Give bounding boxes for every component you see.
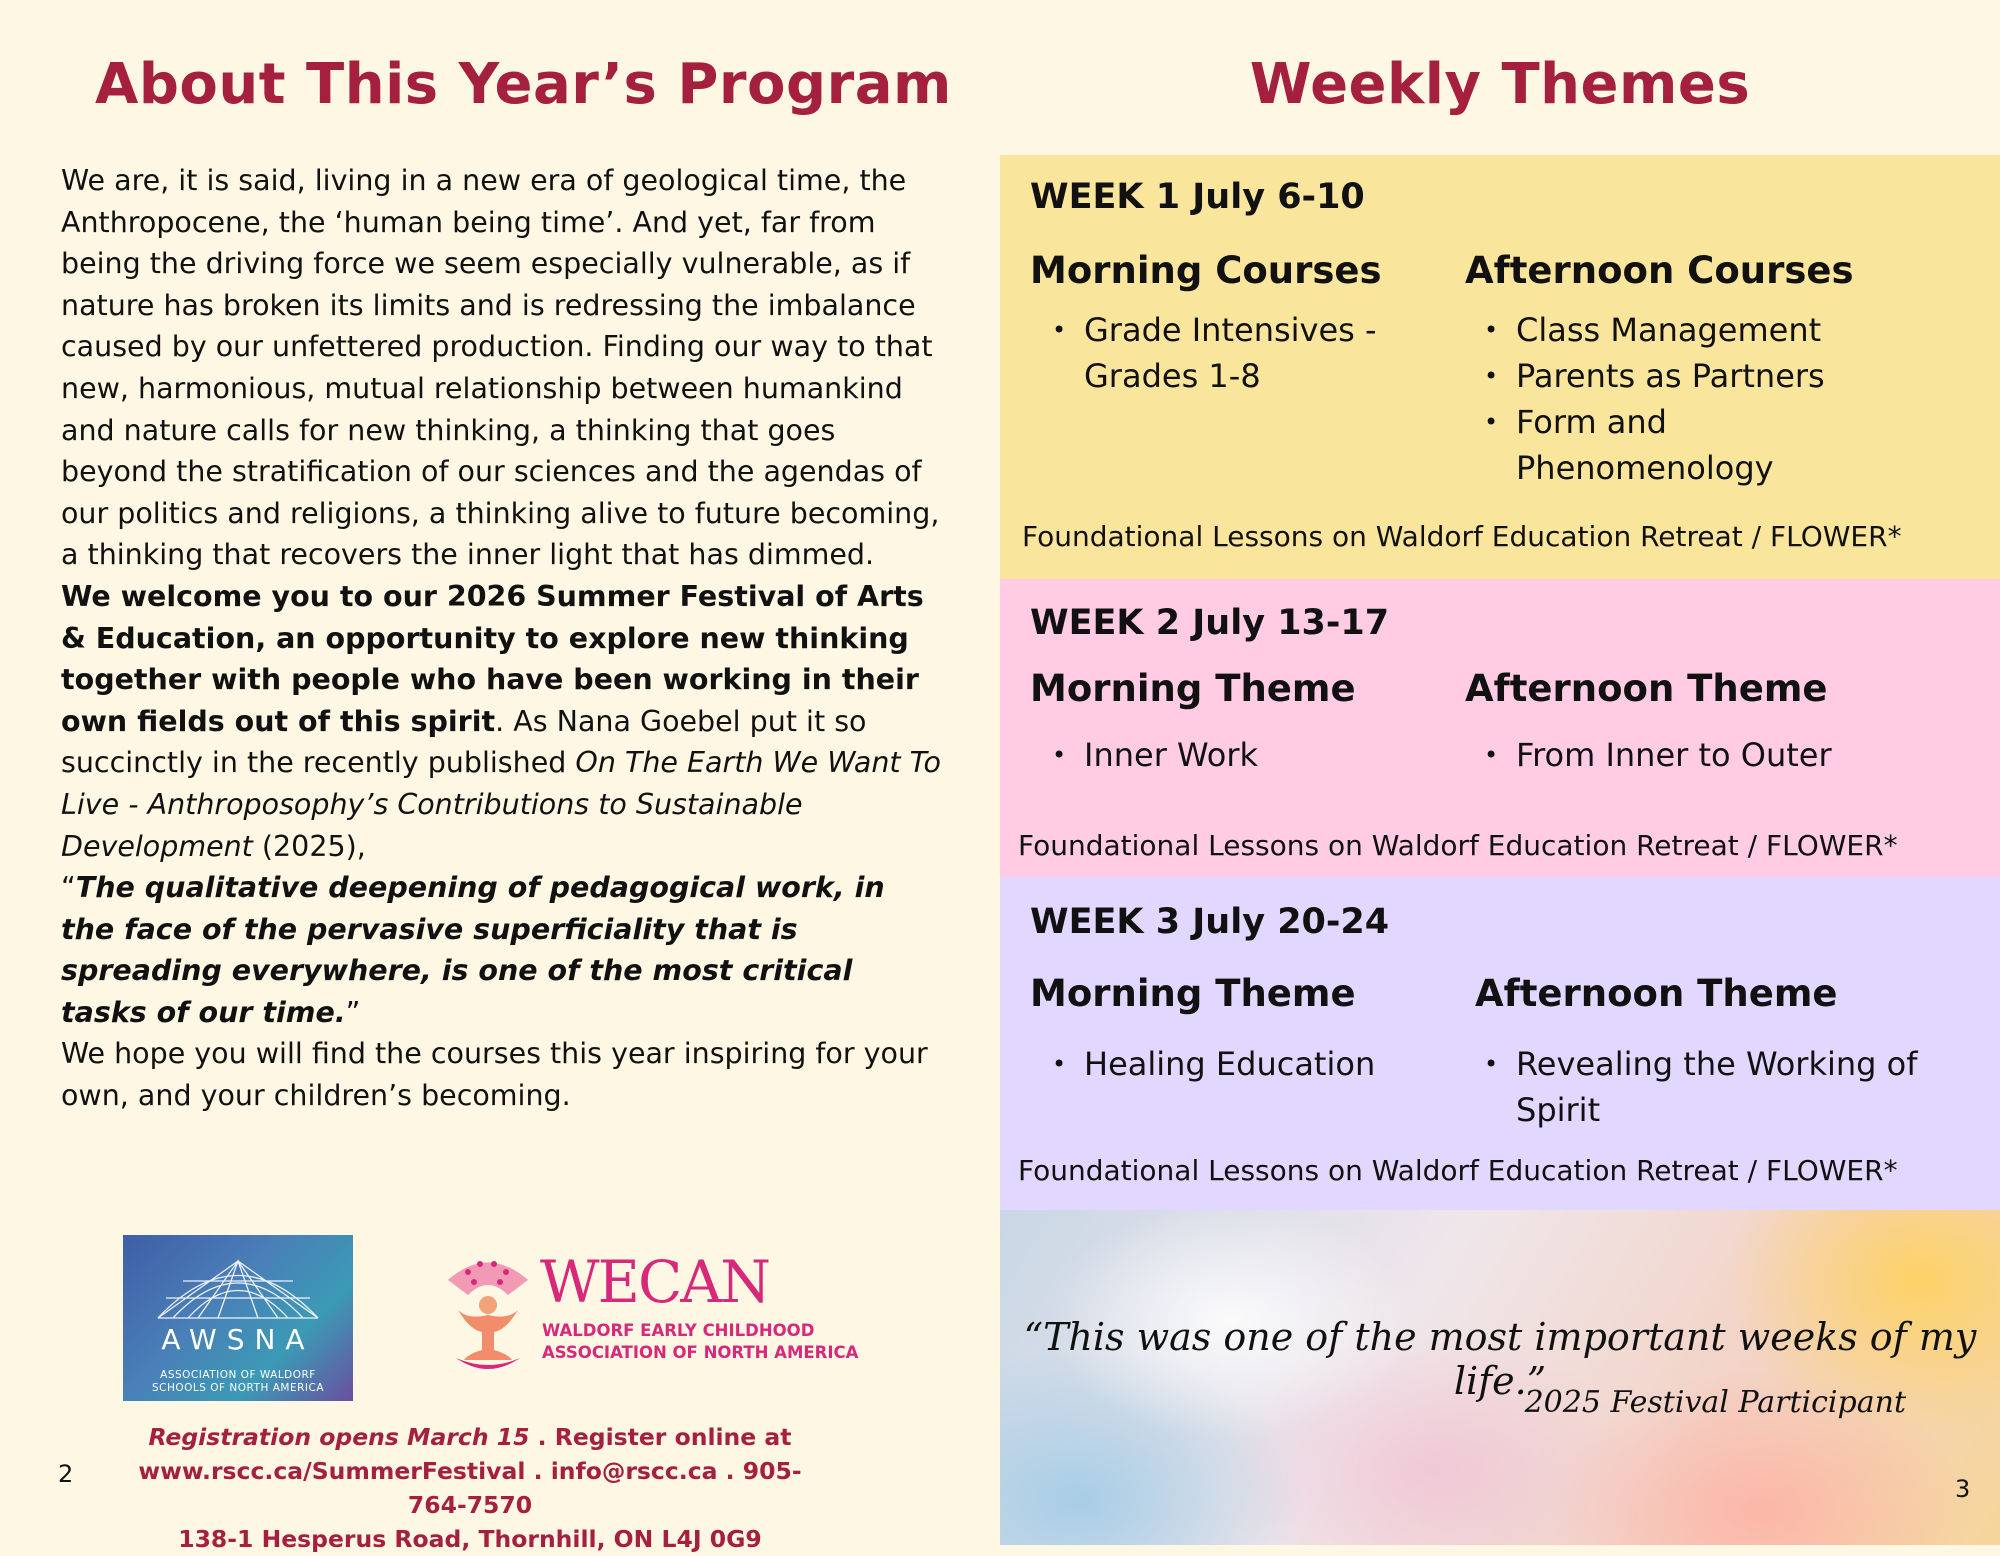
afternoon-label: Afternoon Courses <box>1465 249 1854 292</box>
awsna-name: AWSNA <box>161 1323 315 1356</box>
welcome-text: . As Nana Goebel put it so succinctly in the recently published <box>61 704 867 780</box>
morning-list <box>1030 732 1410 778</box>
registration-contact[interactable]: www.rscc.ca/SummerFestival . info@rscc.ca . 905-764-7570 <box>138 1457 802 1519</box>
dome-icon <box>148 1243 328 1323</box>
list-item: • Inner Work <box>1030 732 1410 778</box>
foundational-lessons: Foundational Lessons on Waldorf Education Retreat / FLOWER* <box>1018 829 1898 862</box>
list-item: • Healing Education <box>1030 1041 1430 1087</box>
page-number-left: 2 <box>58 1460 74 1488</box>
list-item: • Parents as Partners <box>1462 353 1882 399</box>
welcome-paragraph <box>61 576 941 867</box>
testimonial-quote: “This was one of the most important weeks of my life.” <box>1023 1315 1977 1403</box>
list-item: • Class Management <box>1462 307 1882 353</box>
weekly-themes-heading: Weekly Themes <box>1249 52 1751 117</box>
list-item: • Form and Phenomenology <box>1462 399 1786 491</box>
list-item: • Grade Intensives - Grades 1-8 <box>1030 307 1410 399</box>
quote-open-mark: “ <box>61 871 76 905</box>
afternoon-label: Afternoon Theme <box>1475 972 1838 1015</box>
awsna-subtitle-line-2: SCHOOLS OF NORTH AMERICA <box>152 1382 324 1394</box>
afternoon-label: Afternoon Theme <box>1465 667 1828 710</box>
week-3-panel <box>1000 877 2000 1210</box>
foundational-lessons: Foundational Lessons on Waldorf Education Retreat / FLOWER* <box>1018 1154 1898 1187</box>
quote-close-mark: ” <box>345 995 361 1029</box>
foundational-lessons: Foundational Lessons on Waldorf Education Retreat / FLOWER* <box>1022 520 1902 553</box>
wecan-figure-icon <box>438 1250 538 1378</box>
list-item: • From Inner to Outer <box>1462 732 1942 778</box>
awsna-subtitle <box>123 1369 353 1395</box>
week-title: WEEK 2 July 13-17 <box>1030 603 1390 643</box>
registration-opens: Registration opens March 15 <box>148 1423 530 1451</box>
week-1-panel <box>1000 155 2000 579</box>
goebel-quote <box>61 867 941 1033</box>
closing-paragraph: We hope you will find the courses this year inspiring for your own, and your children’s becoming. <box>61 1037 928 1113</box>
afternoon-list <box>1462 307 1882 491</box>
book-title: On The Earth We Want To Live - Anthroposophy’s Contributions to Sustainable Development <box>61 746 941 863</box>
morning-label: Morning Theme <box>1030 972 1356 1015</box>
about-heading: About This Year’s Program <box>95 52 952 117</box>
page-number-right: 3 <box>1955 1475 1971 1503</box>
week-title: WEEK 1 July 6-10 <box>1030 177 1365 217</box>
awsna-logo <box>123 1235 353 1401</box>
book-year: (2025), <box>252 829 366 863</box>
week-title: WEEK 3 July 20-24 <box>1030 902 1390 942</box>
morning-label: Morning Courses <box>1030 249 1382 292</box>
wecan-logo <box>438 1250 878 1380</box>
registration-line-1 <box>120 1420 820 1454</box>
list-item: • Revealing the Working of Spirit <box>1462 1041 1922 1133</box>
afternoon-list <box>1462 732 1942 778</box>
morning-label: Morning Theme <box>1030 667 1356 710</box>
awsna-subtitle-line-1: ASSOCIATION OF WALDORF <box>160 1369 316 1381</box>
goebel-quote-text: The qualitative deepening of pedagogical work, in the face of the pervasive superficiality that is spreading everywhere, is one of the most critical tasks of our time. <box>61 871 885 1029</box>
week-2-panel <box>1000 579 2000 877</box>
registration-online: . Register online at <box>529 1423 792 1451</box>
morning-list <box>1030 307 1410 399</box>
intro-paragraph: We are, it is said, living in a new era of geological time, the Anthropocene, the ‘human being time’. And yet, far from being the driving force we seem especially vulnerable, as if nature has broken its limits and is redressing the imbalance caused by our unfettered production. Finding our way to that new, harmonious, mutual relationship between humankind and nature calls for new thinking, a thinking that goes beyond the stratification of our sciences and the agendas of our politics and religions, a thinking alive to future becoming, a thinking that recovers the inner light that has dimmed. <box>61 164 940 572</box>
testimonial-attribution: 2025 Festival Participant <box>1524 1385 1906 1420</box>
welcome-bold-text: We welcome you to our 2026 Summer Festival of Arts & Education, an opportunity to explore new thinking together with people who have been working in their own fields out of this spirit <box>61 579 924 738</box>
afternoon-list <box>1462 1041 1922 1133</box>
wecan-subtitle-line-1: WALDORF EARLY CHILDHOOD <box>542 1321 815 1340</box>
registration-address: 138-1 Hesperus Road, Thornhill, ON L4J 0G9 <box>178 1525 762 1553</box>
wecan-subtitle <box>542 1320 858 1364</box>
wecan-subtitle-line-2: ASSOCIATION OF NORTH AMERICA <box>542 1343 859 1362</box>
wecan-name: WECAN <box>540 1248 769 1316</box>
program-description <box>61 160 941 1117</box>
morning-list <box>1030 1041 1430 1087</box>
testimonial-panel <box>1000 1210 2000 1545</box>
registration-info <box>120 1420 820 1556</box>
